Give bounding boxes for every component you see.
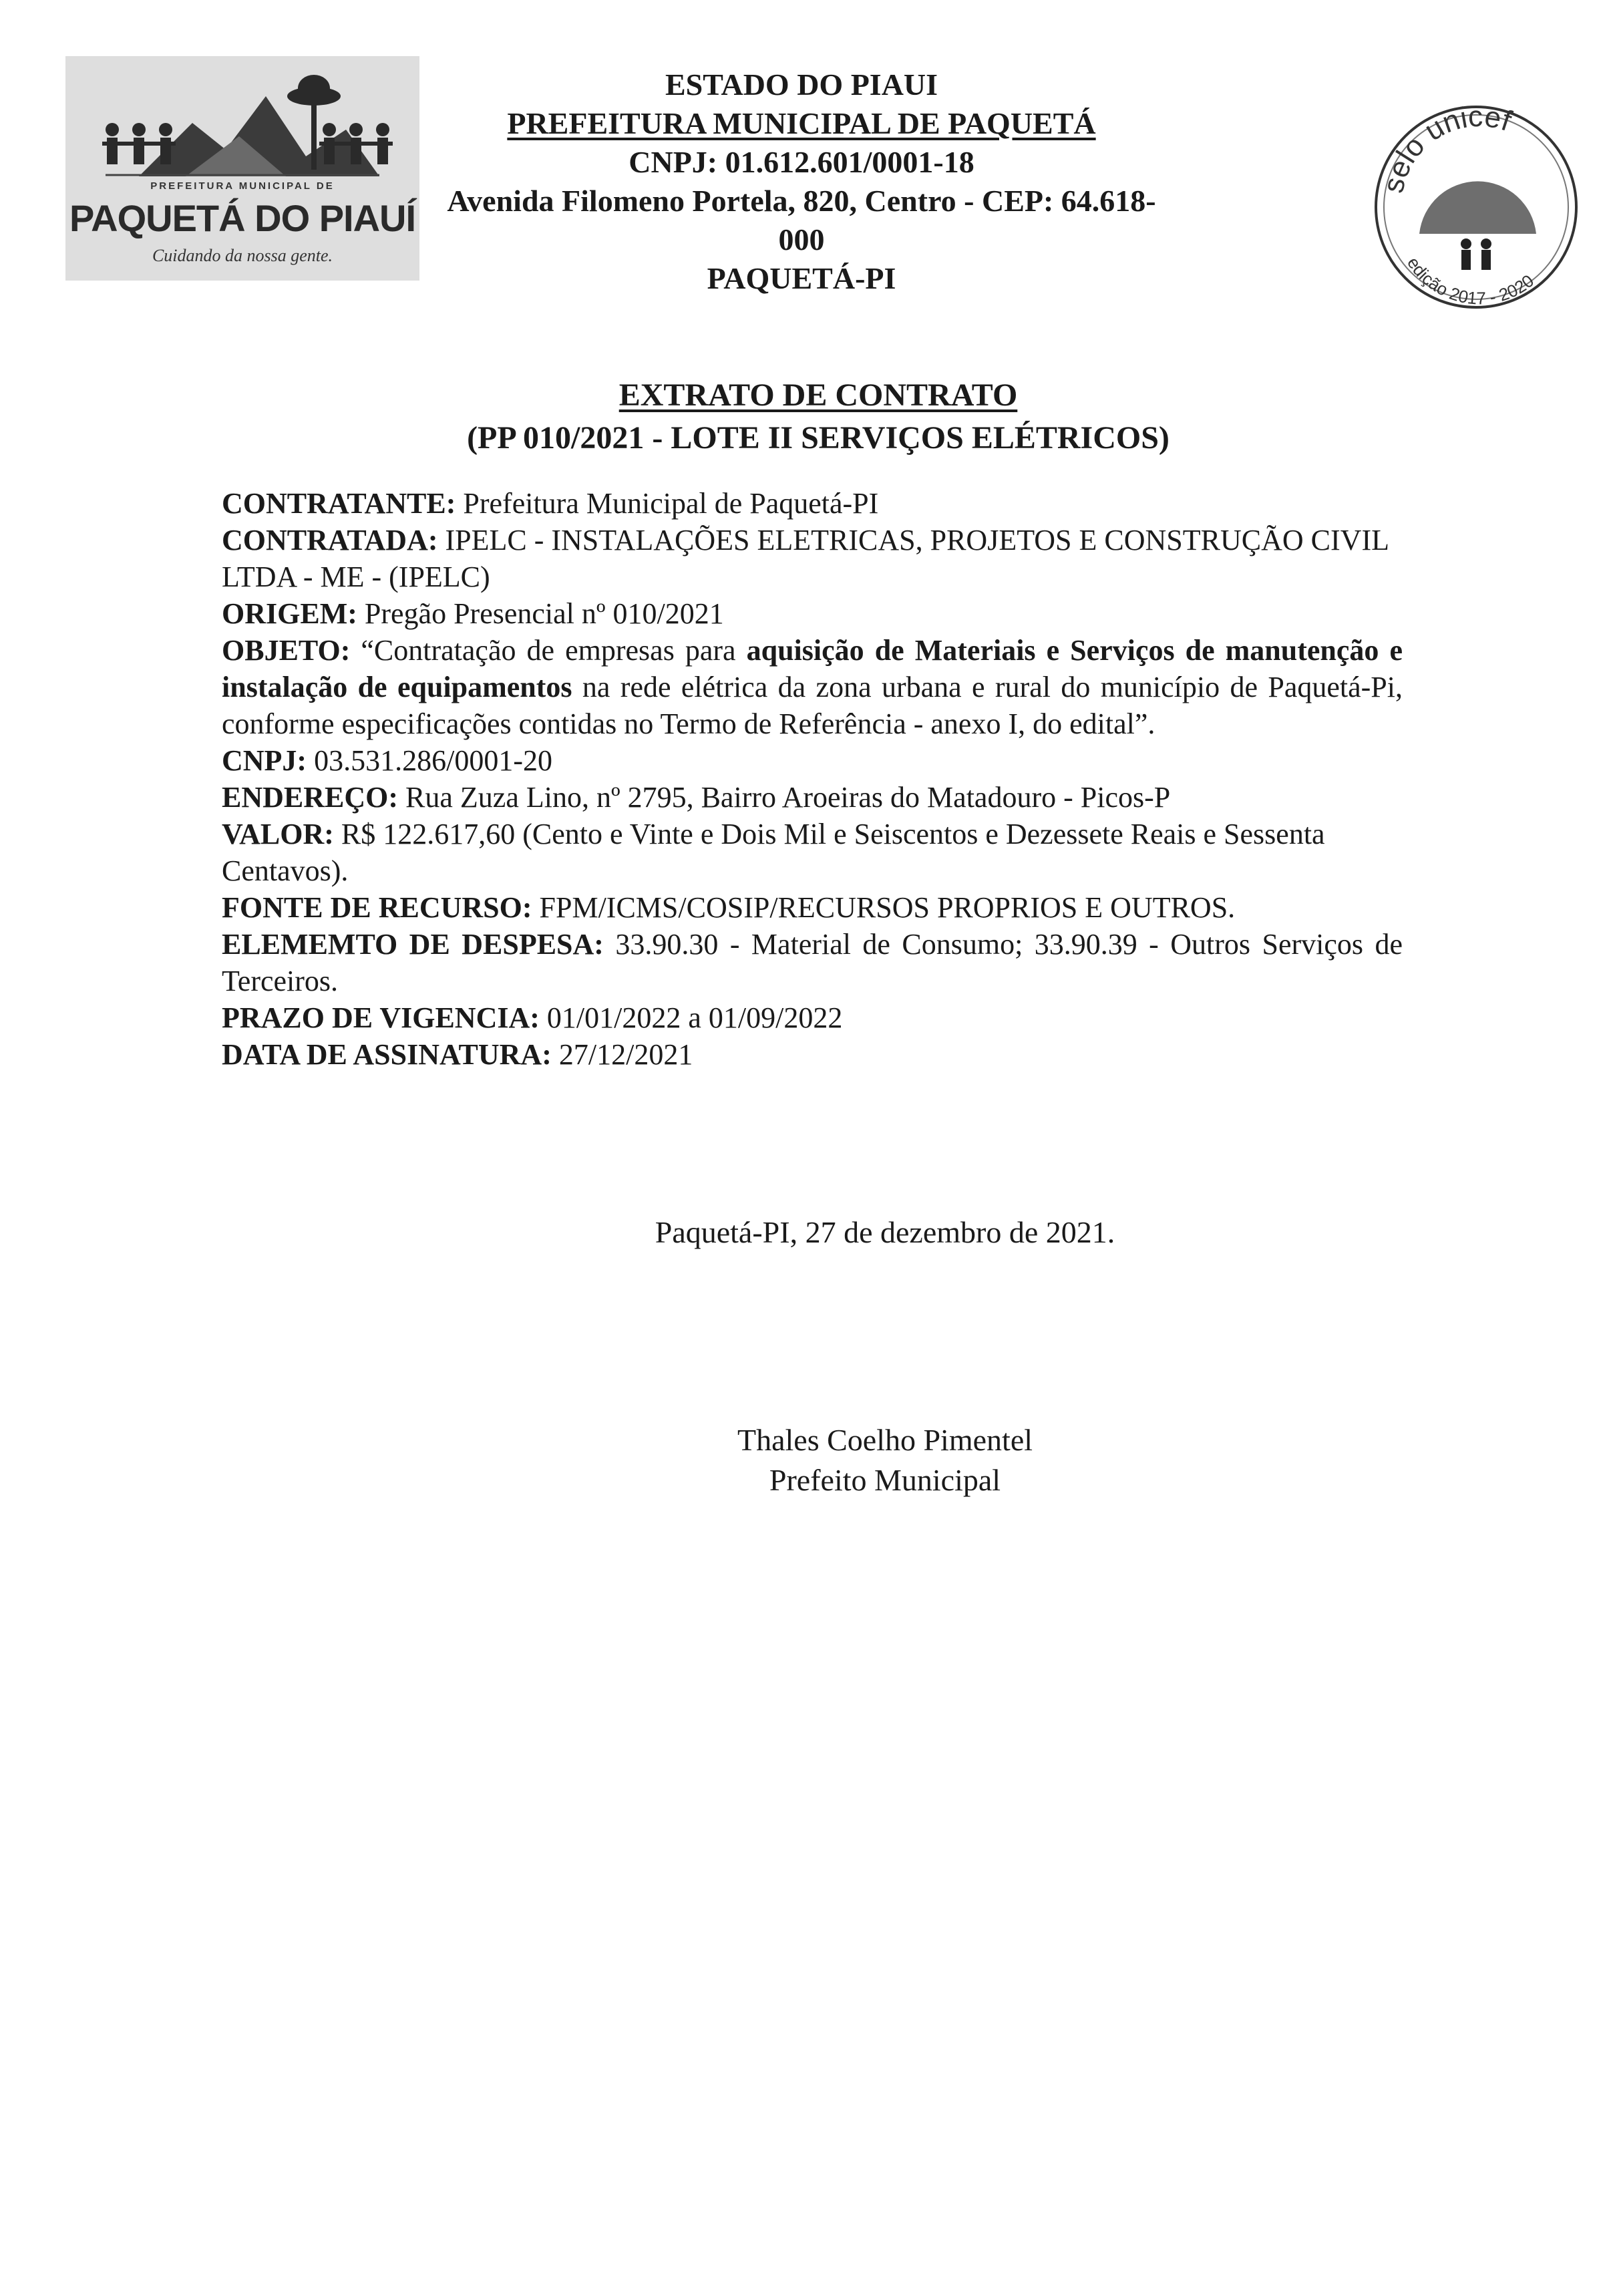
data-row [222, 1036, 1403, 1073]
cnpj-row [222, 742, 1403, 779]
origem-value: Pregão Presencial nº 010/2021 [357, 597, 724, 630]
fonte-row [222, 889, 1403, 926]
document-title [267, 374, 1369, 460]
endereco-value: Rua Zuza Lino, nº 2795, Bairro Aroeiras do Matadouro - Picos-P [398, 781, 1171, 814]
valor-value: R$ 122.617,60 (Cento e Vinte e Dois Mil e Seiscentos e Dezessete Reais e Sessenta Centavos). [222, 818, 1325, 887]
origem-row [222, 595, 1403, 632]
letterhead [434, 65, 1169, 298]
contract-body [222, 485, 1403, 1073]
contratada-value: IPELC - INSTALAÇÕES ELETRICAS, PROJETOS E CONSTRUÇÃO CIVIL LTDA - ME - (IPELC) [222, 524, 1389, 593]
prefecture-city: PAQUETÁ-PI [707, 261, 896, 295]
valor-label: VALOR: [222, 818, 334, 850]
seal-bottom-text: edição 2017 - 2020 [1403, 253, 1538, 309]
elemento-row [222, 926, 1403, 999]
title-line-1: EXTRATO DE CONTRATO [618, 377, 1018, 413]
signature-block [468, 1420, 1302, 1500]
contratada-row [222, 522, 1403, 595]
prefecture-cnpj: CNPJ: 01.612.601/0001-18 [629, 145, 974, 179]
objeto-row [222, 632, 1403, 742]
objeto-bold-text: aquisição de Materiais e Serviços de manutenção e instalação de equipamentos [222, 634, 1403, 703]
contratante-row [222, 485, 1403, 522]
elemento-label: ELEMEMTO DE DESPESA: [222, 928, 604, 961]
endereco-row [222, 779, 1403, 816]
prefecture-logo [65, 56, 419, 281]
cnpj-label: CNPJ: [222, 744, 307, 777]
prefecture-name: PREFEITURA MUNICIPAL DE PAQUETÁ [507, 106, 1096, 140]
place-date: Paquetá-PI, 27 de dezembro de 2021. [655, 1215, 1115, 1249]
signer-role: Prefeito Municipal [769, 1463, 1001, 1497]
objeto-text-1: “Contratação de empresas para [350, 634, 747, 667]
logo-slogan: Cuidando da nossa gente. [152, 246, 333, 265]
fonte-value: FPM/ICMS/COSIP/RECURSOS PROPRIOS E OUTROS. [532, 891, 1236, 924]
contratada-label: CONTRATADA: [222, 524, 438, 556]
logo-small-text: PREFEITURA MUNICIPAL DE [150, 180, 335, 192]
contratante-label: CONTRATANTE: [222, 487, 456, 520]
logo-name: PAQUETÁ DO PIAUÍ [69, 197, 416, 239]
signer-name: Thales Coelho Pimentel [737, 1423, 1033, 1457]
objeto-text-2: na rede elétrica da zona urbana e rural do município de Paquetá-Pi, conforme especificações contidas no Termo de Referência - anexo I, do edital”. [222, 671, 1403, 740]
state-name: ESTADO DO PIAUI [665, 67, 938, 102]
unicef-seal-icon [1369, 100, 1583, 314]
fonte-label: FONTE DE RECURSO: [222, 891, 532, 924]
endereco-label: ENDEREÇO: [222, 781, 399, 814]
objeto-label: OBJETO: [222, 634, 351, 667]
prazo-value: 01/01/2022 a 01/09/2022 [539, 1001, 843, 1034]
prazo-row [222, 999, 1403, 1036]
prazo-label: PRAZO DE VIGENCIA: [222, 1001, 540, 1034]
data-label: DATA DE ASSINATURA: [222, 1038, 552, 1071]
data-value: 27/12/2021 [551, 1038, 693, 1071]
cnpj-value: 03.531.286/0001-20 [307, 744, 552, 777]
prefecture-address: Avenida Filomeno Portela, 820, Centro - CEP: 64.618-000 [447, 184, 1156, 257]
contratante-value: Prefeitura Municipal de Paquetá-PI [456, 487, 879, 520]
seal-top-text: selo unicef [1377, 100, 1515, 196]
elemento-value: 33.90.30 - Material de Consumo; 33.90.39 - Outros Serviços de Terceiros. [222, 928, 1403, 997]
title-line-2: (PP 010/2021 - LOTE II SERVIÇOS ELÉTRICOS) [467, 420, 1170, 456]
origem-label: ORIGEM: [222, 597, 357, 630]
valor-row [222, 816, 1403, 889]
